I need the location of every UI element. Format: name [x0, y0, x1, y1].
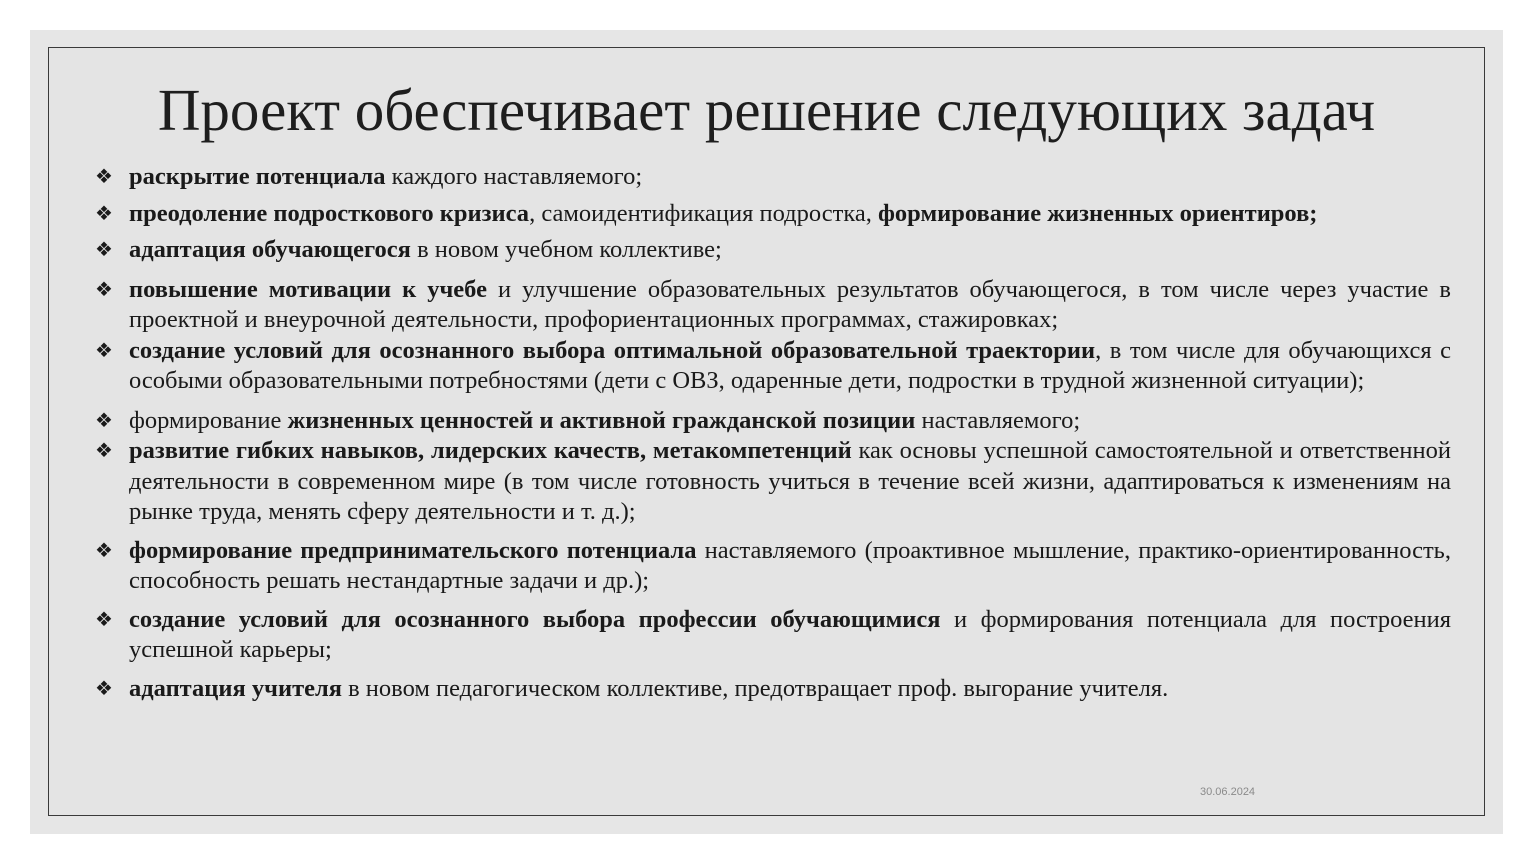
- list-item-text: создание условий для осознанного выбора оптимальной образовательной траектории, в том числе для обучающихся с особыми образовательными потребностями (дети с ОВЗ, одаренные дети, подростки в трудной жизненной ситуации);: [129, 336, 1451, 394]
- list-item-text: преодоление подросткового кризиса, самоидентификация подростка, формирование жизненных ориентиров;: [129, 199, 1318, 227]
- list-item: [95, 436, 1451, 528]
- list-item-text: формирование жизненных ценностей и активной гражданской позиции наставляемого;: [129, 406, 1081, 434]
- slide-date: 30.06.2024: [1200, 786, 1256, 798]
- list-item-text: повышение мотивации к учебе и улучшение образовательных результатов обучающегося, в том числе через участие в проектной и внеурочной деятельности, профориентационных программах, стажировках;: [129, 275, 1451, 333]
- list-item-text: создание условий для осознанного выбора профессии обучающимися и формирования потенциала для построения успешной карьеры;: [129, 605, 1452, 663]
- list-item: [95, 162, 1451, 193]
- diamond-bullet-icon: ❖: [95, 677, 113, 700]
- diamond-bullet-icon: ❖: [95, 202, 113, 225]
- list-item: [95, 275, 1451, 336]
- diamond-bullet-icon: ❖: [95, 239, 113, 261]
- list-item: [95, 235, 1451, 266]
- task-list: [95, 162, 1451, 704]
- list-item: [95, 406, 1451, 437]
- list-item-text: адаптация учителя в новом педагогическом коллективе, предотвращает проф. выгорание учителя.: [129, 674, 1169, 702]
- diamond-bullet-icon: ❖: [95, 608, 113, 631]
- list-item: [95, 536, 1451, 597]
- diamond-bullet-icon: ❖: [95, 166, 113, 188]
- list-item: [95, 336, 1451, 397]
- list-item-text: раскрытие потенциала каждого наставляемого;: [129, 163, 643, 190]
- list-item: [95, 674, 1451, 705]
- diamond-bullet-icon: ❖: [95, 278, 113, 301]
- list-item-text: адаптация обучающегося в новом учебном коллективе;: [129, 236, 722, 263]
- list-item-text: развитие гибких навыков, лидерских качеств, метакомпетенций как основы успешной самостоятельной и ответственной деятельности в современном мире (в том числе готовность учиться в течение всей жизни, адаптироваться к изменениям на рынке труда, менять сферу деятельности и т. д.);: [129, 437, 1451, 525]
- diamond-bullet-icon: ❖: [95, 339, 113, 362]
- list-item: [95, 199, 1451, 230]
- list-item-text: формирование предпринимательского потенциала наставляемого (проактивное мышление, практико-ориентированность, способность решать нестандартные задачи и др.);: [129, 536, 1451, 594]
- slide-title: Проект обеспечивает решение следующих задач: [157, 77, 1376, 143]
- diamond-bullet-icon: ❖: [95, 440, 113, 462]
- diamond-bullet-icon: ❖: [95, 539, 113, 562]
- diamond-bullet-icon: ❖: [95, 409, 113, 432]
- list-item: [95, 605, 1451, 666]
